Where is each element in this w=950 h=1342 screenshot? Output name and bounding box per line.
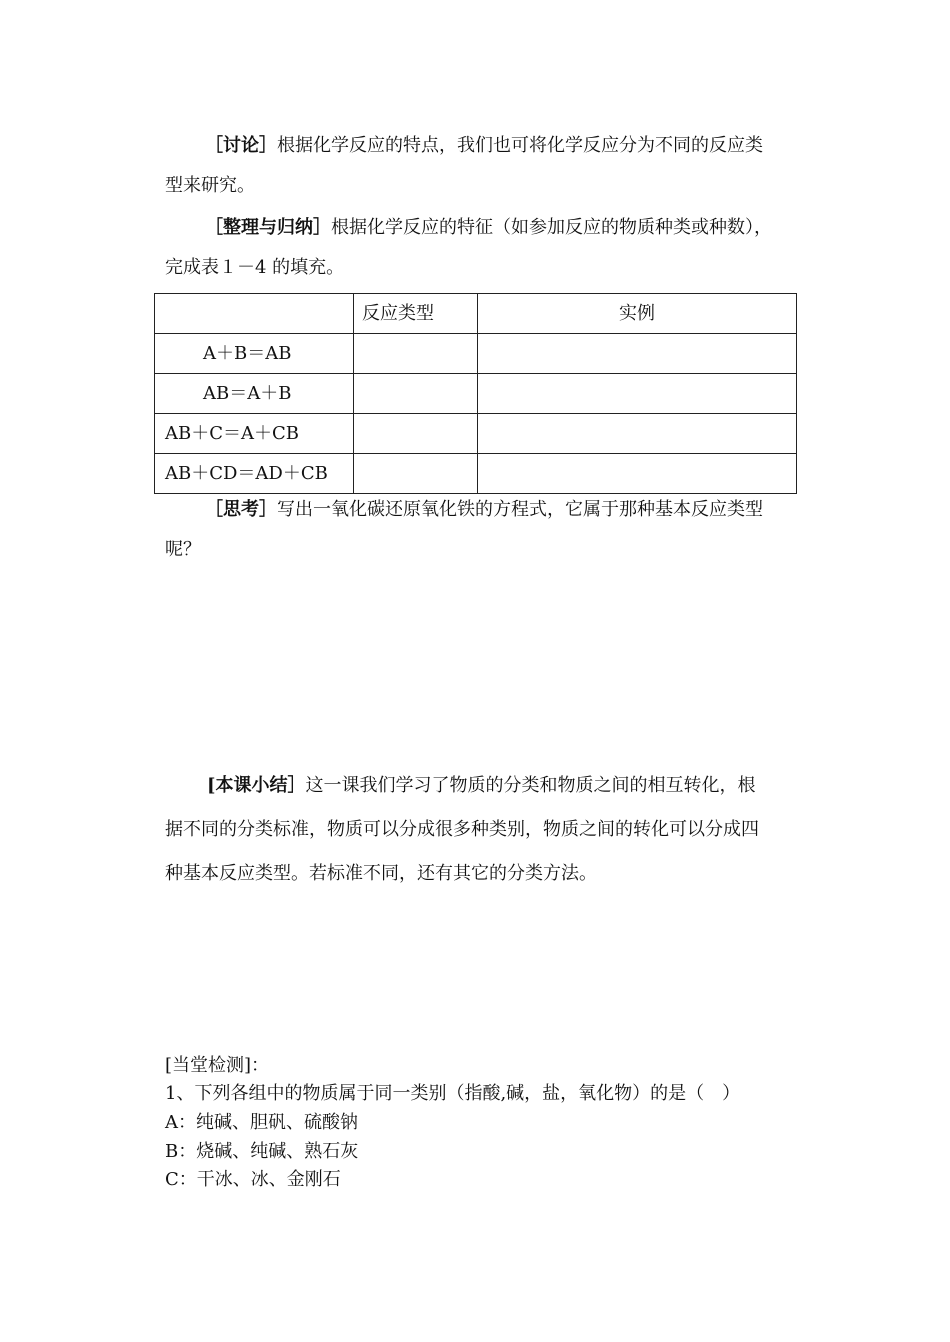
summary-label: [本课小结］ [207, 775, 306, 796]
summary-line-3: 种基本反应类型。若标准不同，还有其它的分类方法。 [165, 863, 597, 884]
organize-label: ［整理与归纳］ [205, 217, 331, 238]
think-line-2: 呢？ [165, 539, 201, 560]
discussion-paragraph [165, 126, 795, 206]
quiz-option-b[interactable]: B：烧碱、纯碱、熟石灰 [165, 1141, 359, 1162]
quiz-question: 1、下列各组中的物质属于同一类别（指酸,碱，盐，氧化物）的是（ ） [165, 1083, 741, 1104]
think-paragraph [165, 490, 795, 570]
discussion-line-1 [165, 126, 795, 166]
table-cell-example[interactable] [478, 334, 797, 374]
think-line-1 [165, 490, 795, 530]
summary-paragraph [165, 764, 795, 896]
table-header-row [155, 294, 797, 334]
organize-line-1 [165, 208, 805, 248]
table-cell-equation: AB＋C＝A＋CB [155, 414, 354, 454]
table-cell-type[interactable] [354, 414, 478, 454]
summary-text-1: 这一课我们学习了物质的分类和物质之间的相互转化，根 [305, 775, 756, 796]
summary-line-2: 据不同的分类标准，物质可以分成很多种类别，物质之间的转化可以分成四 [165, 819, 759, 840]
table-header-cell: 实例 [478, 294, 797, 334]
table-cell-type[interactable] [354, 334, 478, 374]
table-cell-example[interactable] [478, 414, 797, 454]
quiz-option-a[interactable]: A：纯碱、胆矾、硫酸钠 [165, 1112, 358, 1133]
discussion-text-1: 根据化学反应的特点，我们也可将化学反应分为不同的反应类 [277, 135, 763, 156]
quiz-option-c[interactable]: C：干冰、冰、金刚石 [165, 1169, 341, 1190]
discussion-line-2: 型来研究。 [165, 175, 255, 196]
table-row [155, 454, 797, 494]
table-header-cell [155, 294, 354, 334]
organize-text-1: 根据化学反应的特征（如参加反应的物质种类或种数）， [331, 217, 772, 238]
think-text-1: 写出一氧化碳还原氧化铁的方程式，它属于那种基本反应类型 [277, 499, 763, 520]
table-cell-type[interactable] [354, 454, 478, 494]
table-cell-equation: AB＋CD＝AD＋CB [155, 454, 354, 494]
think-label: ［思考］ [205, 499, 277, 520]
reaction-type-table [154, 293, 797, 494]
organize-line-2: 完成表１－4 的填充。 [165, 257, 345, 278]
table-row [155, 334, 797, 374]
table-cell-example[interactable] [478, 374, 797, 414]
table-cell-equation: A＋B＝AB [155, 334, 354, 374]
table-cell-example[interactable] [478, 454, 797, 494]
organize-paragraph [165, 208, 805, 288]
summary-line-1 [165, 764, 795, 808]
table-row [155, 414, 797, 454]
table-cell-equation: AB＝A＋B [155, 374, 354, 414]
discussion-label: ［讨论］ [205, 135, 277, 156]
quiz-heading: [当堂检测]： [165, 1055, 270, 1076]
table-header-cell: 反应类型 [354, 294, 478, 334]
table-cell-type[interactable] [354, 374, 478, 414]
table-row [155, 374, 797, 414]
